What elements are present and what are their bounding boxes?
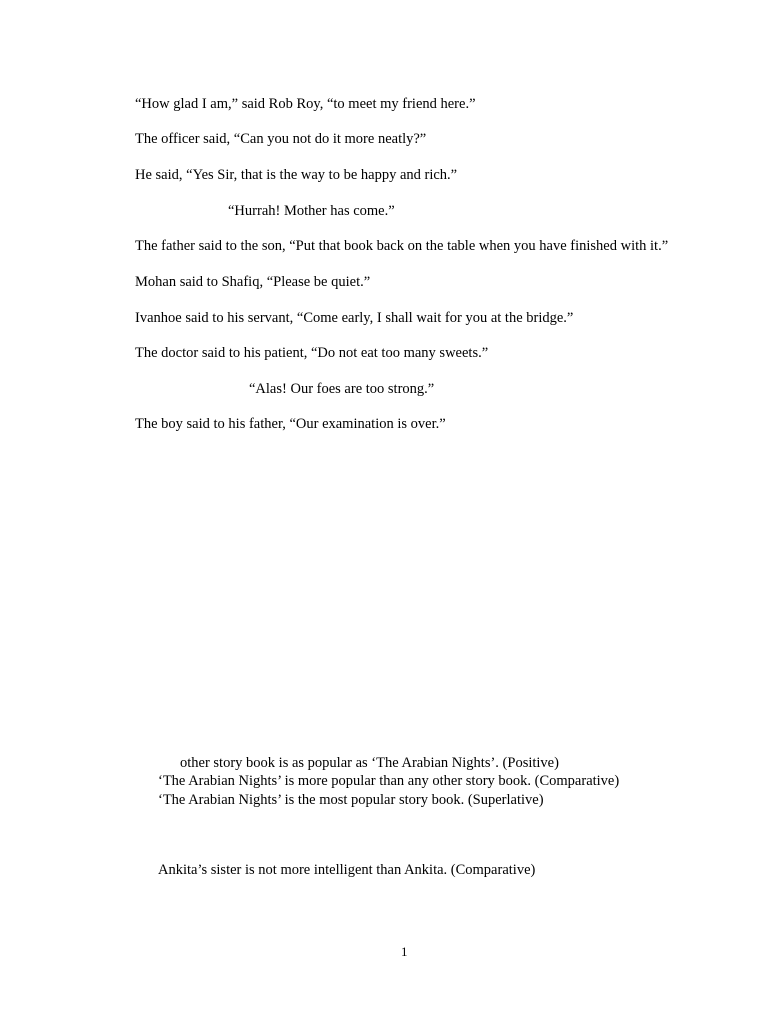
sentence-line: “Hurrah! Mother has come.” (228, 203, 395, 219)
sentence-line: The boy said to his father, “Our examination is over.” (135, 416, 446, 432)
sentence-line: The father said to the son, “Put that book back on the table when you have finished with it.” (135, 238, 669, 254)
sentence-line: “How glad I am,” said Rob Roy, “to meet my friend here.” (135, 96, 476, 112)
sentence-line: He said, “Yes Sir, that is the way to be happy and rich.” (135, 167, 458, 183)
ankita-sentence-line: Ankita’s sister is not more intelligent than Ankita. (Comparative) (158, 862, 536, 878)
page-number: 1 (401, 944, 408, 959)
sentence-line: The officer said, “Can you not do it more neatly?” (135, 131, 427, 147)
sentence-line: Ivanhoe said to his servant, “Come early, I shall wait for you at the bridge.” (135, 310, 574, 326)
sentence-line: “Alas! Our foes are too strong.” (249, 381, 435, 397)
degree-positive-line: other story book is as popular as ‘The Arabian Nights’. (Positive) (180, 755, 559, 771)
degree-superlative-line: ‘The Arabian Nights’ is the most popular story book. (Superlative) (158, 792, 544, 808)
degree-comparative-line: ‘The Arabian Nights’ is more popular than any other story book. (Comparative) (158, 773, 620, 789)
sentence-line: Mohan said to Shafiq, “Please be quiet.” (135, 274, 371, 290)
sentence-line: The doctor said to his patient, “Do not eat too many sweets.” (135, 345, 489, 361)
